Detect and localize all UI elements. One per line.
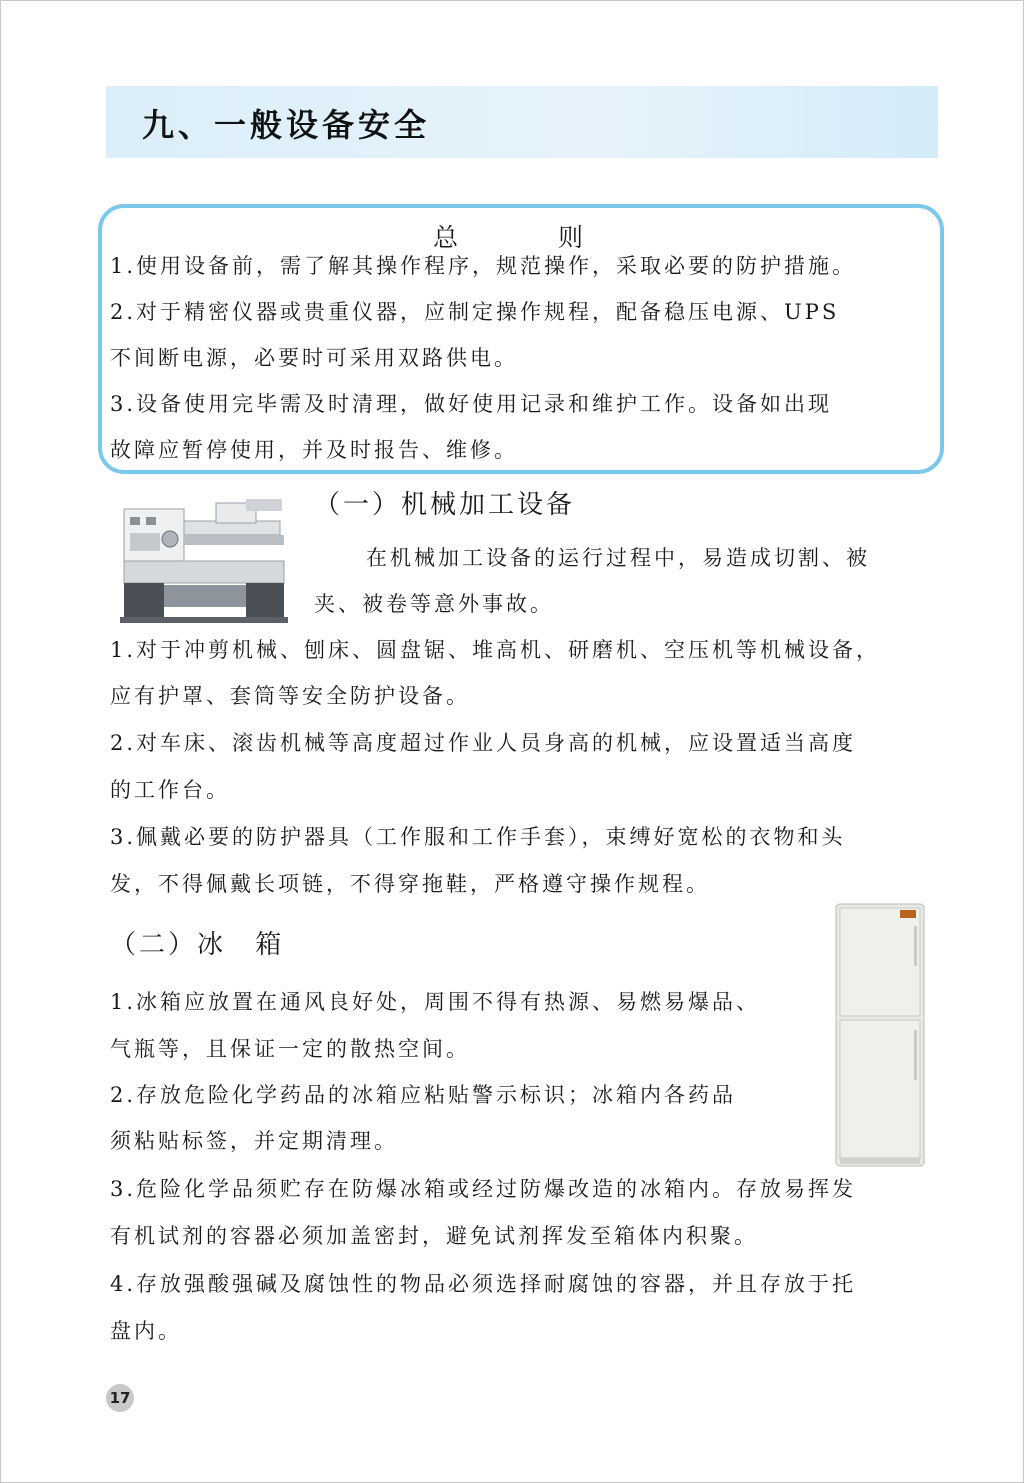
refrigerator-rule-line: 气瓶等，且保证一定的散热空间。 — [110, 1037, 470, 1061]
machining-rule-line: 3.佩戴必要的防护器具（工作服和工作手套），束缚好宽松的衣物和头 — [110, 825, 846, 849]
general-rules-heading: 总 则 — [433, 223, 609, 252]
general-rule-line: 2.对于精密仪器或贵重仪器，应制定操作规程，配备稳压电源、UPS — [110, 300, 840, 324]
refrigerator-rule-line: 有机试剂的容器必须加盖密封，避免试剂挥发至箱体内积聚。 — [110, 1224, 758, 1248]
general-rule-line: 1.使用设备前，需了解其操作程序，规范操作，采取必要的防护措施。 — [110, 254, 857, 278]
section-heading-refrigerator: （二）冰 箱 — [110, 930, 285, 960]
section-heading-machining: （一）机械加工设备 — [314, 490, 576, 520]
refrigerator-rule-line: 1.冰箱应放置在通风良好处，周围不得有热源、易燃易爆品、 — [110, 990, 761, 1014]
machining-rule-line: 应有护罩、套筒等安全防护设备。 — [110, 684, 470, 708]
section-intro-line: 夹、被卷等意外事故。 — [314, 592, 554, 616]
refrigerator-image — [830, 896, 930, 1172]
general-rule-line: 不间断电源，必要时可采用双路供电。 — [110, 346, 518, 370]
lathe-machine-image — [106, 481, 302, 625]
title-band — [106, 86, 938, 158]
machining-rule-line: 1.对于冲剪机械、刨床、圆盘锯、堆高机、研磨机、空压机等机械设备， — [110, 638, 881, 662]
refrigerator-rule-line: 盘内。 — [110, 1319, 182, 1343]
machining-rule-line: 2.对车床、滚齿机械等高度超过作业人员身高的机械，应设置适当高度 — [110, 731, 857, 755]
refrigerator-rule-line: 2.存放危险化学药品的冰箱应粘贴警示标识；冰箱内各药品 — [110, 1083, 737, 1107]
refrigerator-rule-line: 须粘贴标签，并定期清理。 — [110, 1129, 398, 1153]
machining-rule-line: 的工作台。 — [110, 778, 230, 802]
refrigerator-rule-line: 3.危险化学品须贮存在防爆冰箱或经过防爆改造的冰箱内。存放易挥发 — [110, 1177, 857, 1201]
section-intro-line: 在机械加工设备的运行过程中，易造成切割、被 — [366, 546, 870, 570]
general-rule-line: 3.设备使用完毕需及时清理，做好使用记录和维护工作。设备如出现 — [110, 392, 833, 416]
general-rule-line: 故障应暂停使用，并及时报告、维修。 — [110, 438, 518, 462]
refrigerator-rule-line: 4.存放强酸强碱及腐蚀性的物品必须选择耐腐蚀的容器，并且存放于托 — [110, 1272, 857, 1296]
page-number-badge: 17 — [106, 1384, 134, 1412]
machining-rule-line: 发，不得佩戴长项链，不得穿拖鞋，严格遵守操作规程。 — [110, 872, 710, 896]
page-title: 九、一般设备安全 — [142, 106, 431, 144]
